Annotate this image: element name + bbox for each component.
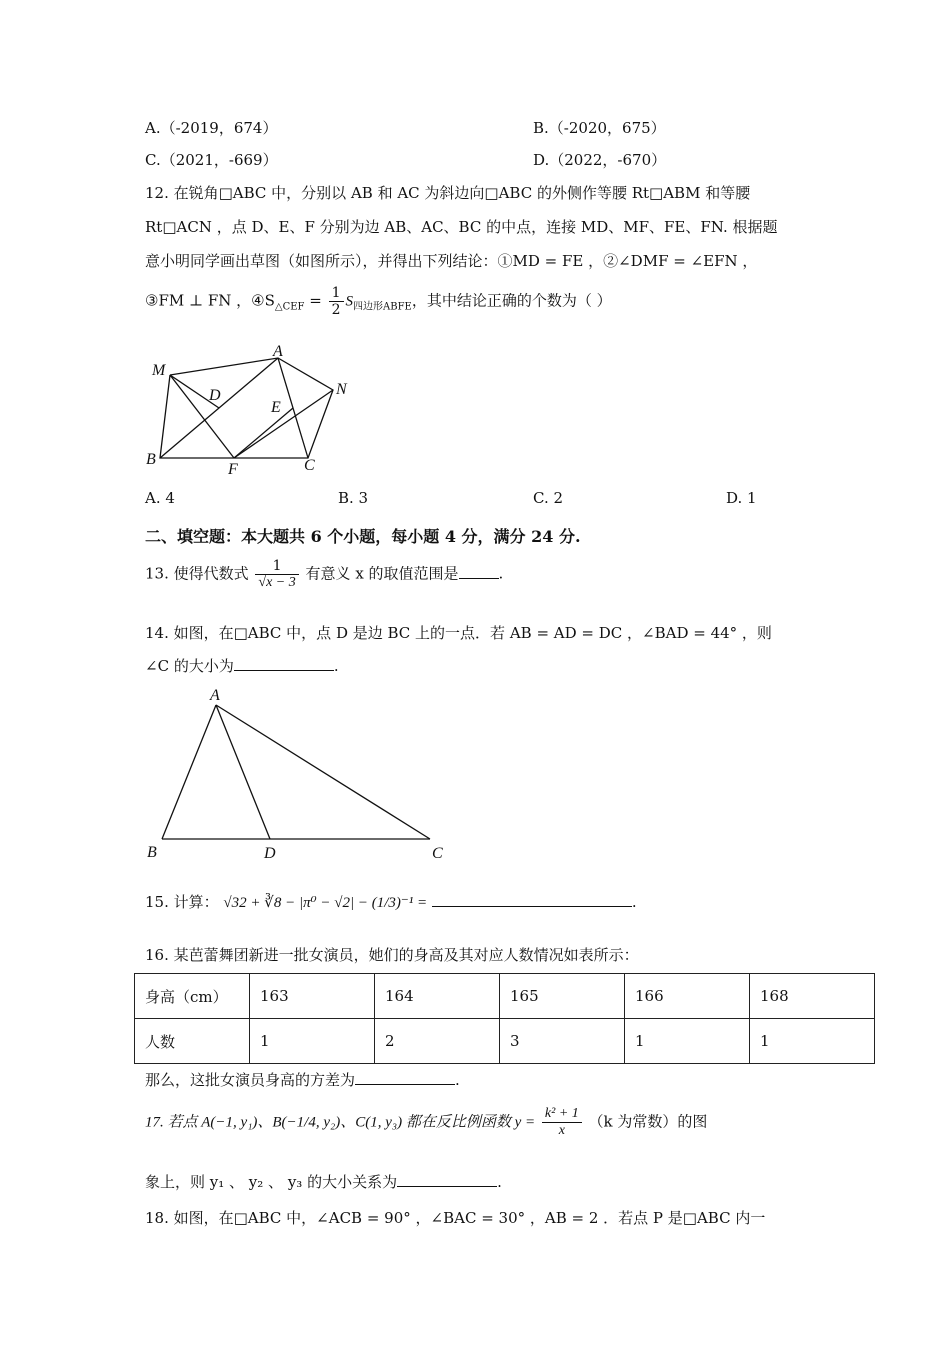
q12-label-f: F <box>228 461 238 478</box>
q12-seg-fn <box>234 390 333 458</box>
table-cell: 1 <box>625 1019 750 1064</box>
table-row-heights <box>135 974 875 1019</box>
q14-line1: 14. 如图，在□ABC 中，点 D 是边 BC 上的一点．若 AB = AD = DC ，∠BAD = 44° ，则 <box>145 624 772 642</box>
q12-line4-part-a: ③FM ⊥ FN ，④S <box>145 291 275 310</box>
q12-label-a: A <box>273 343 283 360</box>
q12-line4-part-b: ，其中结论正确的个数为（ ） <box>411 291 612 310</box>
q12-line1: 12. 在锐角□ABC 中，分别以 AB 和 AC 为斜边向□ABC 的外侧作等腰 Rt□ABM 和等腰 <box>145 184 751 202</box>
q17-line1-part-b: （k 为常数）的图 <box>588 1112 708 1131</box>
q12-label-d: D <box>209 387 221 404</box>
q13 <box>145 558 503 591</box>
q12-option-c: C. 2 <box>533 489 564 507</box>
q16-after <box>145 1069 460 1090</box>
section-2-heading: 二、填空题：本大题共 6 个小题，每小题 4 分，满分 24 分. <box>145 527 581 546</box>
q13-frac-den: √x − 3 <box>258 575 296 590</box>
q17-line1 <box>145 1106 707 1139</box>
q13-answer-blank[interactable] <box>459 564 499 579</box>
q17-line2 <box>145 1171 502 1192</box>
q14-seg-ad <box>216 705 270 839</box>
table-cell: 168 <box>750 974 875 1019</box>
q12-frac-den: 2 <box>331 302 341 318</box>
q16-end: . <box>455 1071 460 1089</box>
q17-frac-num: k² + 1 <box>542 1106 582 1123</box>
table-cell: 2 <box>375 1019 500 1064</box>
q11-option-d: D.（2022，-670） <box>533 151 667 169</box>
q14-answer-blank[interactable] <box>234 656 334 671</box>
q12-line2: Rt□ACN ，点 D、E、F 分别为边 AB、AC、BC 的中点，连接 MD、MF、FE、FN. 根据题 <box>145 218 778 236</box>
q12-fraction <box>329 285 344 318</box>
q11-option-a: A.（-2019，674） <box>145 119 278 137</box>
table-cell: 164 <box>375 974 500 1019</box>
q12-label-n: N <box>336 381 347 398</box>
q18-line1: 18. 如图，在□ABC 中，∠ACB = 90° ，∠BAC = 30° ，AB = 2 ．若点 P 是□ABC 内一 <box>145 1209 766 1227</box>
q12-line4 <box>145 285 612 318</box>
q12-label-e: E <box>271 399 281 416</box>
q12-frac-num: 1 <box>329 285 344 302</box>
q13-prefix: 13. 使得代数式 <box>145 564 249 583</box>
q12-sub-cef: △CEF <box>274 301 305 313</box>
q17-end: . <box>497 1173 502 1191</box>
q13-frac-num: 1 <box>255 558 298 575</box>
q17-frac-den: x <box>558 1123 565 1138</box>
q14-seg-ac <box>216 705 430 839</box>
q12-seg-mf <box>170 375 234 458</box>
q15 <box>145 891 637 912</box>
table-cell: 163 <box>250 974 375 1019</box>
q15-end: . <box>631 893 637 911</box>
q14-figure <box>140 683 460 868</box>
q14-label-b: B <box>147 844 157 861</box>
q12-label-b: B <box>146 451 156 468</box>
q14-label-a: A <box>210 687 220 704</box>
q12-line3: 意小明同学画出草图（如图所示），并得出下列结论：①MD = FE ，②∠DMF = ∠EFN ， <box>145 252 758 270</box>
q12-equals: = <box>304 291 327 310</box>
table-cell: 1 <box>250 1019 375 1064</box>
q13-fraction <box>255 558 298 591</box>
q12-s: S <box>345 293 354 310</box>
q13-end: . <box>498 564 504 583</box>
q14-label-d: D <box>264 845 276 862</box>
q14-label-c: C <box>432 845 443 862</box>
table-cell: 3 <box>500 1019 625 1064</box>
q17-line2-text: 象上，则 y₁ 、 y₂ 、 y₃ 的大小关系为 <box>145 1173 398 1191</box>
q12-seg-fe <box>234 408 293 458</box>
height-table <box>134 973 875 1064</box>
q11-option-c: C.（2021，-669） <box>145 151 278 169</box>
q15-answer-blank[interactable] <box>432 892 632 907</box>
table-cell: 1 <box>750 1019 875 1064</box>
q15-prefix: 15. 计算： <box>145 893 219 911</box>
q16-after-text: 那么，这批女演员身高的方差为 <box>145 1071 356 1089</box>
q12-option-a: A. 4 <box>145 489 175 507</box>
q16-intro: 16. 某芭蕾舞团新进一批女演员，她们的身高及其对应人数情况如表所示： <box>145 946 639 964</box>
table-cell: 166 <box>625 974 750 1019</box>
q14-end: . <box>333 657 339 675</box>
q13-suffix: 有意义 x 的取值范围是 <box>305 564 459 583</box>
q14-line2 <box>145 655 339 676</box>
q17-answer-blank[interactable] <box>397 1172 497 1187</box>
table-cell: 165 <box>500 974 625 1019</box>
q14-seg-ab <box>162 705 216 839</box>
q12-option-d: D. 1 <box>726 489 757 507</box>
q12-sub-abfe: 四边形ABFE <box>353 301 412 313</box>
table-row-counts <box>135 1019 875 1064</box>
q12-option-b: B. 3 <box>338 489 369 507</box>
table-count-label: 人数 <box>135 1019 250 1064</box>
q14-line2-text: ∠C 的大小为 <box>145 657 234 675</box>
q15-expression: √32 + ∛8 − |π⁰ − √2| − (1/3)⁻¹ = <box>223 895 428 911</box>
q11-option-b: B.（-2020，675） <box>533 119 666 137</box>
q17-line1-part-a: 17. 若点 A(−1, y₁)、B(−1/4, y₂)、C(1, y₃) 都在反比例函数 y = <box>145 1114 536 1131</box>
table-header-label: 身高（cm） <box>135 974 250 1019</box>
q12-label-m: M <box>152 362 166 379</box>
q12-label-c: C <box>304 457 315 474</box>
q16-answer-blank[interactable] <box>355 1070 455 1085</box>
q17-fraction <box>542 1106 582 1139</box>
q12-figure <box>140 340 360 480</box>
